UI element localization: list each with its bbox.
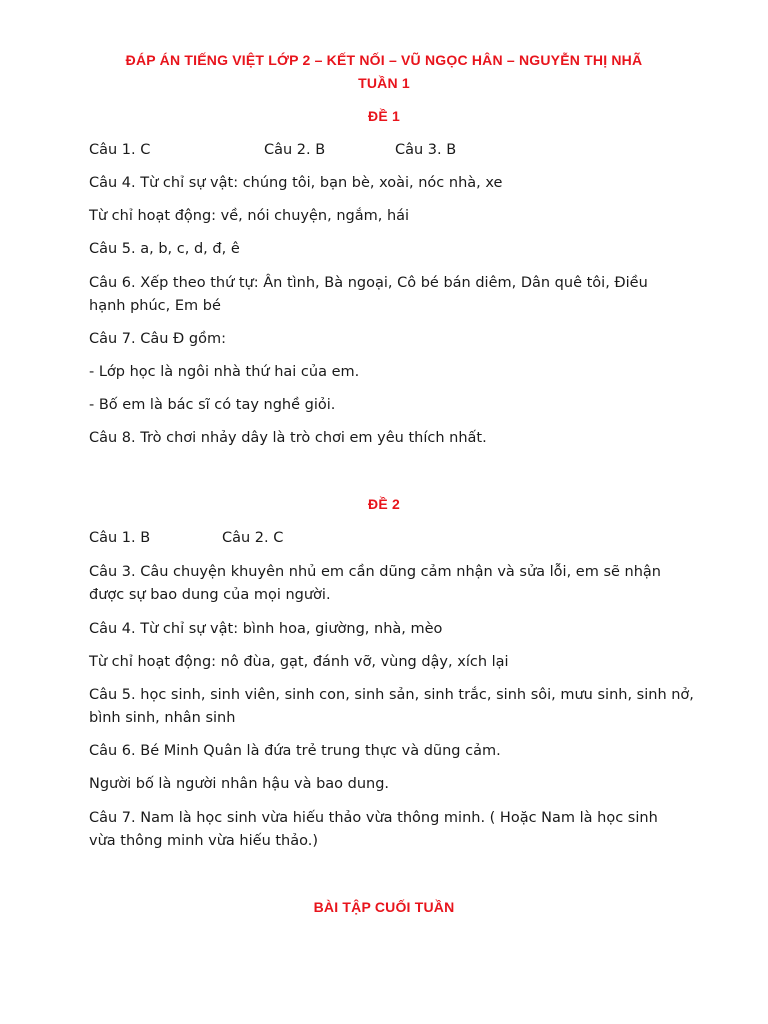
- de2-q3-line1: Câu 3. Câu chuyện khuyên nhủ em cần dũng cảm nhận và sửa lỗi, em sẽ nhận: [89, 564, 661, 580]
- de2-q3-line2: được sự bao dung của mọi người.: [89, 587, 331, 603]
- weekend-exercise-heading: BÀI TẬP CUỐI TUẦN: [313, 899, 455, 915]
- de1-q8: Câu 8. Trò chơi nhảy dây là trò chơi em yêu thích nhất.: [89, 430, 487, 446]
- document-title: ĐÁP ÁN TIẾNG VIỆT LỚP 2 – KẾT NỐI – VŨ NGỌC HÂN – NGUYỄN THỊ NHÃ: [125, 52, 643, 68]
- de1-q2: Câu 2. B: [264, 142, 326, 158]
- de1-q4-nouns: Câu 4. Từ chỉ sự vật: chúng tôi, bạn bè, xoài, nóc nhà, xe: [89, 175, 503, 191]
- de2-q6-sentence-a: Câu 6. Bé Minh Quân là đứa trẻ trung thực và dũng cảm.: [89, 743, 501, 759]
- de2-q7-line1: Câu 7. Nam là học sinh vừa hiếu thảo vừa thông minh. ( Hoặc Nam là học sinh: [89, 810, 658, 826]
- de1-q7-sentence-b: - Bố em là bác sĩ có tay nghề giỏi.: [89, 397, 336, 413]
- de1-q4-verbs: Từ chỉ hoạt động: về, nói chuyện, ngắm, hái: [89, 208, 410, 224]
- de2-q4-verbs: Từ chỉ hoạt động: nô đùa, gạt, đánh vỡ, vùng dậy, xích lại: [89, 654, 509, 670]
- de2-q2: Câu 2. C: [222, 530, 284, 546]
- de1-q6-line2: hạnh phúc, Em bé: [89, 298, 221, 314]
- de2-q5-line1: Câu 5. học sinh, sinh viên, sinh con, sinh sản, sinh trắc, sinh sôi, mưu sinh, sinh nở,: [89, 687, 694, 703]
- de2-q6-sentence-b: Người bố là người nhân hậu và bao dung.: [89, 776, 390, 792]
- de1-heading: ĐỀ 1: [368, 108, 400, 124]
- de1-q7-sentence-a: - Lớp học là ngôi nhà thứ hai của em.: [89, 364, 360, 380]
- de2-q7-line2: vừa thông minh vừa hiếu thảo.): [89, 833, 319, 849]
- de1-q3: Câu 3. B: [395, 142, 457, 158]
- de1-q6-line1: Câu 6. Xếp theo thứ tự: Ân tình, Bà ngoại, Cô bé bán diêm, Dân quê tôi, Điều: [89, 275, 648, 291]
- de2-q5-line2: bình sinh, nhân sinh: [89, 710, 236, 726]
- week-heading: TUẦN 1: [358, 75, 410, 91]
- de2-q4-nouns: Câu 4. Từ chỉ sự vật: bình hoa, giường, nhà, mèo: [89, 621, 443, 637]
- de1-q7: Câu 7. Câu Đ gồm:: [89, 331, 226, 347]
- de2-q1: Câu 1. B: [89, 530, 151, 546]
- de1-q1: Câu 1. C: [89, 142, 151, 158]
- de1-q5: Câu 5. a, b, c, d, đ, ê: [89, 241, 240, 257]
- de2-heading: ĐỀ 2: [368, 496, 400, 512]
